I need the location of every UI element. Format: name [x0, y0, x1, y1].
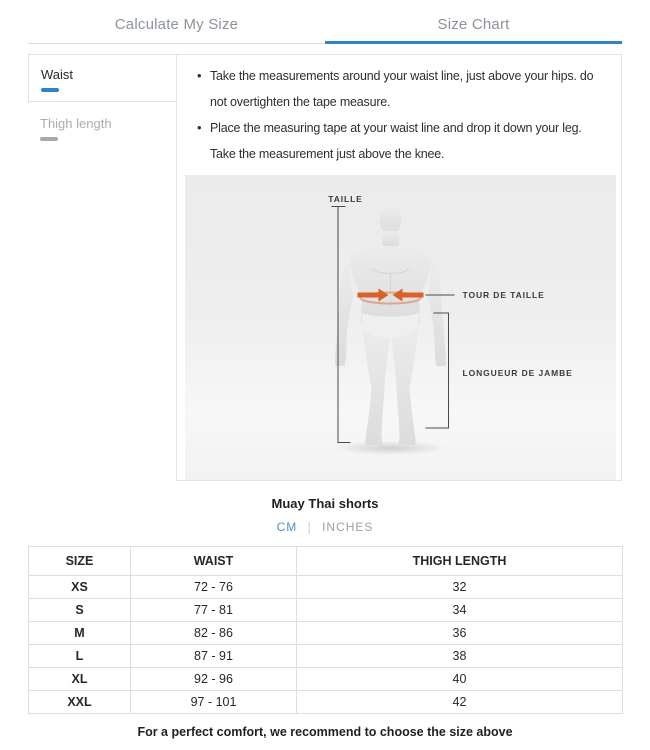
table-row	[29, 622, 623, 645]
unit-inches-button[interactable]: INCHES	[322, 520, 374, 534]
unit-cm-button[interactable]: CM	[276, 520, 298, 534]
table-row	[29, 645, 623, 668]
column-header-size: SIZE	[29, 547, 131, 576]
waist-label: TOUR DE TAILLE	[462, 290, 545, 300]
thigh-length-value: 34	[297, 599, 623, 622]
measurement-sidebar	[28, 54, 176, 481]
waist-value: 87 - 91	[131, 645, 297, 668]
table-row	[29, 576, 623, 599]
main-area	[28, 54, 622, 481]
unit-toggle	[0, 520, 650, 534]
product-name: Muay Thai shorts	[271, 496, 379, 511]
waist-value: 92 - 96	[131, 668, 297, 691]
column-header-waist: WAIST	[131, 547, 297, 576]
waist-value: 72 - 76	[131, 576, 297, 599]
sidebar-item-label: Waist	[41, 67, 74, 82]
height-label: TAILLE	[328, 194, 363, 204]
instructions-panel	[176, 54, 622, 481]
table-row	[29, 599, 623, 622]
waist-value: 77 - 81	[131, 599, 297, 622]
unit-separator: |	[307, 520, 312, 534]
recommendation-note: For a perfect comfort, we recommend to choose the size above	[137, 725, 513, 739]
thigh-length-value: 36	[297, 622, 623, 645]
instruction-item: • Take the measurements around your waist line, just above your hips. do not overtighten the tape measure.	[197, 63, 607, 115]
size-value: L	[29, 645, 131, 668]
thigh-length-value: 32	[297, 576, 623, 599]
size-value: S	[29, 599, 131, 622]
thigh-length-value: 38	[297, 645, 623, 668]
size-value: XL	[29, 668, 131, 691]
thigh-length-value: 42	[297, 691, 623, 714]
column-header-thigh-length: THIGH LENGTH	[297, 547, 623, 576]
size-value: M	[29, 622, 131, 645]
size-value: XXL	[29, 691, 131, 714]
instruction-list	[177, 55, 621, 173]
instruction-item: • Place the measuring tape at your waist line and drop it down your leg. Take the measurement just above the knee.	[197, 115, 607, 167]
table-header-row	[29, 547, 623, 576]
inactive-indicator-bar	[40, 137, 58, 141]
measurement-diagram	[185, 175, 616, 480]
sidebar-item-waist[interactable]	[28, 54, 176, 102]
leg-label: LONGUEUR DE JAMBE	[462, 368, 573, 378]
sidebar-item-thigh-length[interactable]	[28, 102, 176, 150]
tab-calculate-my-size[interactable]: Calculate My Size	[28, 16, 325, 44]
waist-value: 82 - 86	[131, 622, 297, 645]
floor-shadow	[335, 441, 447, 455]
table-row	[29, 668, 623, 691]
tab-bar	[28, 16, 622, 44]
thigh-length-value: 40	[297, 668, 623, 691]
table-row	[29, 691, 623, 714]
active-indicator-bar	[41, 88, 59, 92]
sidebar-item-label: Thigh length	[40, 116, 112, 131]
size-chart-table	[28, 546, 623, 714]
mannequin-figure	[335, 206, 446, 446]
size-value: XS	[29, 576, 131, 599]
tab-size-chart[interactable]: Size Chart	[325, 16, 622, 44]
waist-value: 97 - 101	[131, 691, 297, 714]
